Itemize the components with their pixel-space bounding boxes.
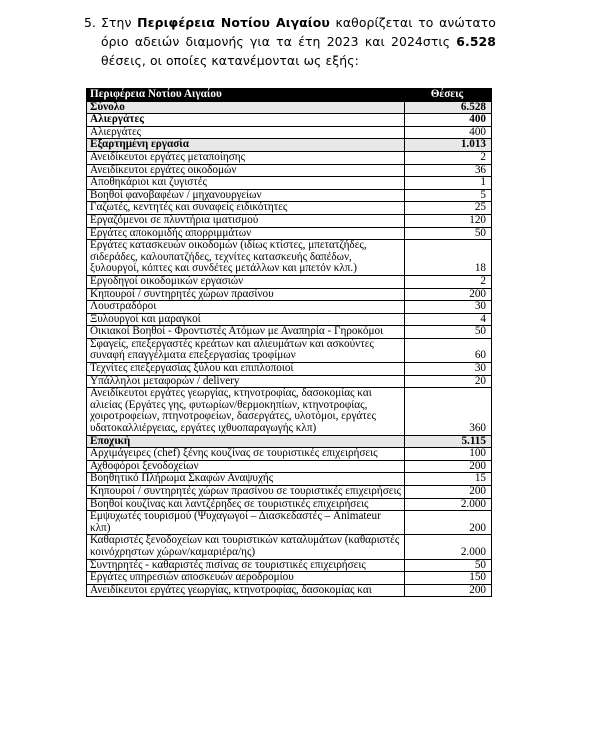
row-label: Εργάτες υπηρεσιών αποσκευών αεροδρομίου	[87, 572, 405, 585]
row-value: 18	[405, 240, 492, 276]
allocation-table	[86, 88, 492, 597]
table-row	[87, 177, 492, 190]
row-label: Αλιεργάτες	[87, 114, 405, 127]
row-value: 25	[405, 202, 492, 215]
header-region: Περιφέρεια Νοτίου Αιγαίου	[87, 89, 405, 102]
table-row	[87, 288, 492, 301]
row-value: 6.528	[405, 101, 492, 114]
row-label: Ανειδίκευτοι εργάτες οικοδομών	[87, 164, 405, 177]
table-row	[87, 338, 492, 362]
row-value: 2	[405, 151, 492, 164]
row-label: Κηπουροί / συντηρητές χώρων πρασίνου σε τουριστικές επιχειρήσεις	[87, 486, 405, 499]
table-row	[87, 511, 492, 535]
row-value: 150	[405, 572, 492, 585]
table-row	[87, 164, 492, 177]
table-row	[87, 275, 492, 288]
table-row	[87, 189, 492, 202]
row-value: 36	[405, 164, 492, 177]
intro-pre: Στην	[101, 15, 138, 30]
region-name: Περιφέρεια Νοτίου Αιγαίου	[137, 15, 330, 30]
table-row	[87, 227, 492, 240]
table-header-row	[87, 89, 492, 102]
table-row	[87, 460, 492, 473]
row-label: Εργάτες αποκομιδής απορριμμάτων	[87, 227, 405, 240]
row-value: 200	[405, 288, 492, 301]
table-row	[87, 114, 492, 127]
row-label: Αλιεργάτες	[87, 126, 405, 139]
table-row	[87, 498, 492, 511]
row-value: 30	[405, 363, 492, 376]
row-label: Εξαρτημένη εργασία	[87, 139, 405, 152]
row-label: Εποχική	[87, 435, 405, 448]
row-label: Οικιακοί Βοηθοί - Φροντιστές Ατόμων με Αναπηρία - Γηροκόμοι	[87, 326, 405, 339]
row-value: 2.000	[405, 498, 492, 511]
table-row	[87, 435, 492, 448]
row-value: 120	[405, 214, 492, 227]
row-label: Αποθηκάριοι και ζυγιστές	[87, 177, 405, 190]
row-value: 1	[405, 177, 492, 190]
table-row	[87, 301, 492, 314]
row-label: Σύνολο	[87, 101, 405, 114]
row-value: 2	[405, 275, 492, 288]
row-label: Εργάτες κατασκευών οικοδομών (ιδίως κτίστες, μπετατζήδες, σιδεράδες, καλουπατζήδες, τεχνίτες κατασκευής δαπέδων, ξυλουργοί, κόπτες και συνδέτες μετάλλων και μπετόν κλπ.)	[87, 240, 405, 276]
table-row	[87, 326, 492, 339]
row-value: 360	[405, 388, 492, 435]
row-label: Ανειδίκευτοι εργάτες μεταποίησης	[87, 151, 405, 164]
table-row	[87, 126, 492, 139]
row-value: 60	[405, 338, 492, 362]
table-row	[87, 363, 492, 376]
intro-mid: καθορίζεται το ανώτατο όριο αδειών διαμονής για τα έτη 2023 και 2024στις	[101, 15, 496, 49]
row-value: 50	[405, 559, 492, 572]
table-row	[87, 486, 492, 499]
total-positions: 6.528	[456, 34, 496, 49]
table-row	[87, 388, 492, 435]
row-label: Εργοδηγοί οικοδομικών εργασιών	[87, 275, 405, 288]
table-row	[87, 448, 492, 461]
intro-paragraph	[84, 13, 496, 70]
row-value: 200	[405, 584, 492, 597]
row-label: Βοηθοί φανοβαφέων / μηχανουργείων	[87, 189, 405, 202]
row-value: 50	[405, 227, 492, 240]
row-label: Γαζωτές, κεντητές και συναφείς ειδικότητες	[87, 202, 405, 215]
row-label: Υπάλληλοι μεταφορών / delivery	[87, 375, 405, 388]
table-row	[87, 313, 492, 326]
table-row	[87, 473, 492, 486]
item-number: 5.	[84, 15, 97, 30]
table-row	[87, 202, 492, 215]
table-row	[87, 572, 492, 585]
row-label: Εργαζόμενοι σε πλυντήρια ιματισμού	[87, 214, 405, 227]
row-label: Εμψυχωτές τουρισμού (Ψυχαγωγοί – Διασκεδαστές – Animateur κλπ)	[87, 511, 405, 535]
row-value: 5.115	[405, 435, 492, 448]
row-value: 200	[405, 460, 492, 473]
row-value: 5	[405, 189, 492, 202]
table-row	[87, 151, 492, 164]
row-label: Τεχνίτες επεξεργασίας ξύλου και επιπλοποιοί	[87, 363, 405, 376]
row-value: 30	[405, 301, 492, 314]
row-label: Βοηθητικό Πλήρωμα Σκαφών Αναψυχής	[87, 473, 405, 486]
row-label: Κηπουροί / συντηρητές χώρων πρασίνου	[87, 288, 405, 301]
table-row	[87, 375, 492, 388]
row-label: Λουστραδόροι	[87, 301, 405, 314]
row-label: Καθαριστές ξενοδοχείων και τουριστικών καταλυμάτων (καθαριστές κοινόχρηστων χώρων/καμαριέρα/ης)	[87, 535, 405, 559]
row-label: Ανειδίκευτοι εργάτες γεωργίας, κτηνοτροφίας, δασοκομίας και αλιείας (Εργάτες γης, φυτωρίων/θερμοκηπίων, κτηνοτροφίας, χοιροτροφείων, πτηνοτροφείων, δασεργάτες, υλοτόμοι, εργάτες υδατοκαλλιέργειας, εργάτες ιχθυοπαραγωγής κλπ)	[87, 388, 405, 435]
row-label: Ανειδίκευτοι εργάτες γεωργίας, κτηνοτροφίας, δασοκομίας και	[87, 584, 405, 597]
row-label: Αχθοφόροι ξενοδοχείων	[87, 460, 405, 473]
row-value: 2.000	[405, 535, 492, 559]
table-row	[87, 559, 492, 572]
row-value: 400	[405, 126, 492, 139]
row-value: 20	[405, 375, 492, 388]
row-label: Σφαγείς, επεξεργαστές κρεάτων και αλιευμάτων και ασκούντες συναφή επαγγέλματα επεξεργασίας τροφίμων	[87, 338, 405, 362]
table-row	[87, 584, 492, 597]
row-label: Αρχιμάγειρες (chef) ξένης κουζίνας σε τουριστικές επιχειρήσεις	[87, 448, 405, 461]
header-positions: Θέσεις	[405, 89, 492, 102]
row-value: 15	[405, 473, 492, 486]
row-value: 200	[405, 511, 492, 535]
row-value: 50	[405, 326, 492, 339]
table-row	[87, 214, 492, 227]
row-label: Συντηρητές - καθαριστές πισίνας σε τουριστικές επιχειρήσεις	[87, 559, 405, 572]
row-label: Ξυλουργοί και μαραγκοί	[87, 313, 405, 326]
table-row	[87, 101, 492, 114]
row-label: Βοηθοί κουζίνας και λαντζέρηδες σε τουριστικές επιχειρήσεις	[87, 498, 405, 511]
row-value: 400	[405, 114, 492, 127]
intro-text	[101, 13, 496, 70]
row-value: 100	[405, 448, 492, 461]
row-value: 4	[405, 313, 492, 326]
row-value: 200	[405, 486, 492, 499]
intro-post: θέσεις, οι οποίες κατανέμονται ως εξής:	[101, 53, 359, 68]
row-value: 1.013	[405, 139, 492, 152]
table-row	[87, 240, 492, 276]
table-row	[87, 535, 492, 559]
table-row	[87, 139, 492, 152]
